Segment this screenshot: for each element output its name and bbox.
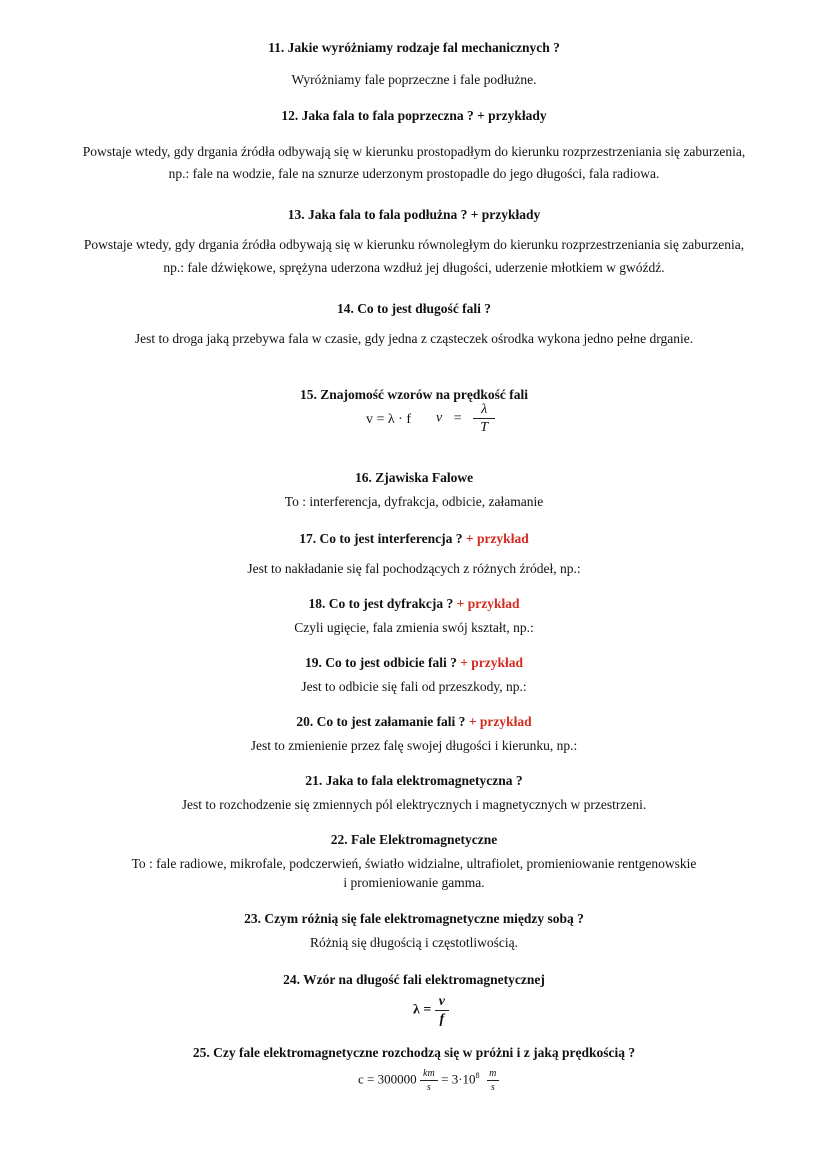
question-13: 13. Jaka fala to fala podłużna ? + przykłady (287, 207, 541, 222)
question-17-example-tag: + przykład (465, 531, 529, 546)
formula-lambda-lhs: λ = (413, 1002, 432, 1018)
question-20-text: 20. Co to jest załamanie fali ? (296, 714, 466, 729)
formula-light-speed (358, 1068, 499, 1093)
formula-lhs: v (436, 410, 443, 426)
answer-22-line2: i promieniowanie gamma. (343, 875, 485, 890)
fraction-bar (420, 1080, 438, 1081)
formula-em-wavelength (413, 994, 449, 1027)
fraction-numerator: v (438, 994, 445, 1009)
question-23: 23. Czym różnią się fale elektromagnetyczne między sobą ? (244, 911, 584, 926)
answer-12-line2: np.: fale na wodzie, fale na sznurze uderzonym prostopadle do jego długości, fala radiowa. (168, 166, 660, 181)
question-11: 11. Jakie wyróżniamy rodzaje fal mechanicznych ? (268, 40, 560, 55)
question-24: 24. Wzór na długość fali elektromagnetycznej (283, 972, 545, 987)
fraction-numerator: λ (481, 402, 488, 417)
question-12: 12. Jaka fala to fala poprzeczna ? + przykłady (281, 108, 547, 123)
question-16: 16. Zjawiska Falowe (354, 470, 474, 485)
formula-mid: = 3·10 (441, 1071, 476, 1087)
fraction-bar (487, 1080, 499, 1081)
formula-fraction-km-s (420, 1068, 438, 1093)
question-18-text: 18. Co to jest dyfrakcja ? (308, 596, 454, 611)
question-15: 15. Znajomość wzorów na prędkość fali (300, 387, 528, 402)
question-20-example-tag: + przykład (468, 714, 532, 729)
formula-fraction-m-s (487, 1068, 499, 1093)
answer-21: Jest to rozchodzenie się zmiennych pól elektrycznych i magnetycznych w przestrzeni. (181, 797, 647, 812)
question-14: 14. Co to jest długość fali ? (336, 301, 492, 316)
formula-fraction (473, 402, 495, 435)
formula-wave-speed (366, 412, 411, 428)
question-19-text: 19. Co to jest odbicie fali ? (304, 655, 457, 670)
fraction-bar (473, 418, 495, 419)
answer-16: To : interferencja, dyfrakcja, odbicie, załamanie (284, 494, 544, 509)
question-17 (0, 531, 828, 547)
formula-fraction (435, 994, 449, 1027)
question-21: 21. Jaka to fala elektromagnetyczna ? (305, 773, 523, 788)
formula-equals: = (453, 410, 462, 426)
fraction-numerator: m (489, 1068, 497, 1079)
question-19 (0, 655, 828, 671)
answer-12-line1: Powstaje wtedy, gdy drgania źródła odbywają się w kierunku prostopadłym do kierunku rozprzestrzeniania się zaburzenia, (82, 144, 746, 159)
answer-17: Jest to nakładanie się fal pochodzących z różnych źródeł, np.: (247, 561, 581, 576)
answer-18: Czyli ugięcie, fala zmienia swój kształt, np.: (294, 620, 534, 635)
formula-exponent: 8 (475, 1071, 480, 1081)
fraction-denominator: s (426, 1082, 431, 1093)
formula-wave-speed-period (436, 402, 495, 435)
question-19-example-tag: + przykład (460, 655, 524, 670)
question-18-example-tag: + przykład (456, 596, 520, 611)
answer-11: Wyróżniamy fale poprzeczne i fale podłużne. (291, 72, 537, 87)
question-25: 25. Czy fale elektromagnetyczne rozchodzą się w próżni i z jaką prędkością ? (192, 1045, 636, 1060)
formula-v-lambda-f: v = λ · f (366, 412, 412, 427)
answer-13-line2: np.: fale dźwiękowe, sprężyna uderzona wzdłuż jej długości, uderzenie młotkiem w gwóźdź. (163, 260, 665, 275)
fraction-bar (435, 1010, 449, 1011)
answer-13-line1: Powstaje wtedy, gdy drgania źródła odbywają się w kierunku równoległym do kierunku rozprzestrzeniania się zaburzenia, (83, 237, 745, 252)
answer-19: Jest to odbicie się fali od przeszkody, np.: (301, 679, 527, 694)
answer-23: Różnią się długością i częstotliwością. (309, 935, 519, 950)
question-18 (0, 596, 828, 612)
answer-22-line1: To : fale radiowe, mikrofale, podczerwień, światło widzialne, ultrafiolet, promieniowanie rentgenowskie (131, 856, 697, 871)
fraction-denominator: T (480, 420, 489, 435)
question-17-text: 17. Co to jest interferencja ? (299, 531, 463, 546)
fraction-denominator: s (490, 1082, 495, 1093)
fraction-numerator: km (423, 1068, 435, 1079)
question-20 (0, 714, 828, 730)
answer-14: Jest to droga jaką przebywa fala w czasie, gdy jedna z cząsteczek ośrodka wykona jedno pełne drganie. (134, 331, 694, 346)
formula-c-lhs: c = 300000 (358, 1071, 417, 1087)
fraction-denominator: f (439, 1012, 445, 1027)
question-22: 22. Fale Elektromagnetyczne (330, 832, 498, 847)
answer-20: Jest to zmienienie przez falę swojej długości i kierunku, np.: (250, 738, 578, 753)
